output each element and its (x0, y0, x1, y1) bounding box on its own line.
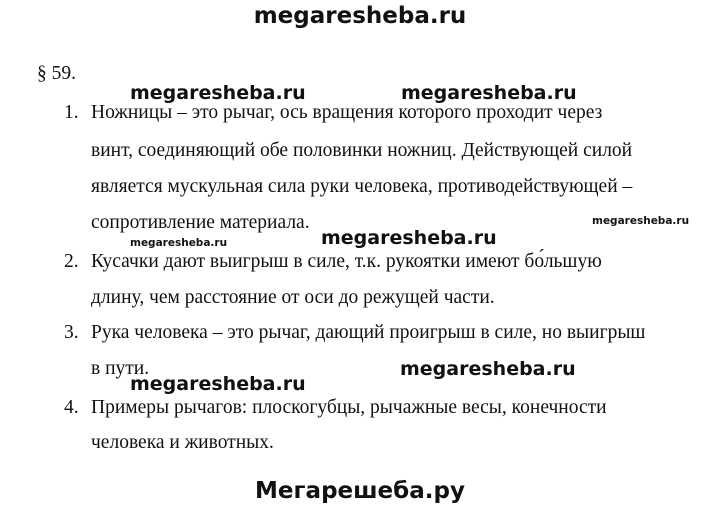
item-number: 2. (64, 251, 79, 272)
item-text-line: человека и животных. (91, 432, 274, 453)
watermark-text: megaresheba.ru (592, 215, 690, 227)
item-text-line: является мускульная сила руки человека, противодействующей – (91, 176, 633, 197)
watermark-text: megaresheba.ru (130, 373, 306, 395)
item-text-line: длину, чем расстояние от оси до режущей части. (91, 287, 495, 308)
site-header-title: megaresheba.ru (253, 3, 467, 29)
item-number: 1. (64, 102, 79, 123)
item-text-line: сопротивление материала. (91, 212, 310, 233)
item-number: 3. (64, 322, 79, 343)
site-footer-title: Мегарешеба.ру (255, 478, 465, 504)
watermark-text: megaresheba.ru (401, 82, 577, 104)
watermark-text: megaresheba.ru (130, 237, 228, 249)
item-text-line: Ножницы – это рычаг, ось вращения которого проходит через (91, 102, 603, 123)
item-number: 4. (64, 397, 79, 418)
item-text-line: Кусачки дают выигрыш в силе, т.к. рукоятки имеют бо́льшую (91, 251, 602, 272)
watermark-text: megaresheba.ru (321, 227, 497, 249)
section-heading: § 59. (37, 63, 76, 84)
watermark-text: megaresheba.ru (400, 358, 576, 380)
watermark-text: megaresheba.ru (130, 82, 306, 104)
item-text-line: Рука человека – это рычаг, дающий проигрыш в силе, но выигрыш (91, 322, 646, 343)
item-text-line: в пути. (91, 358, 150, 379)
item-text-line: винт, соединяющий обе половинки ножниц. Действующей силой (91, 140, 633, 161)
item-text-line: Примеры рычагов: плоскогубцы, рычажные весы, конечности (91, 397, 607, 418)
